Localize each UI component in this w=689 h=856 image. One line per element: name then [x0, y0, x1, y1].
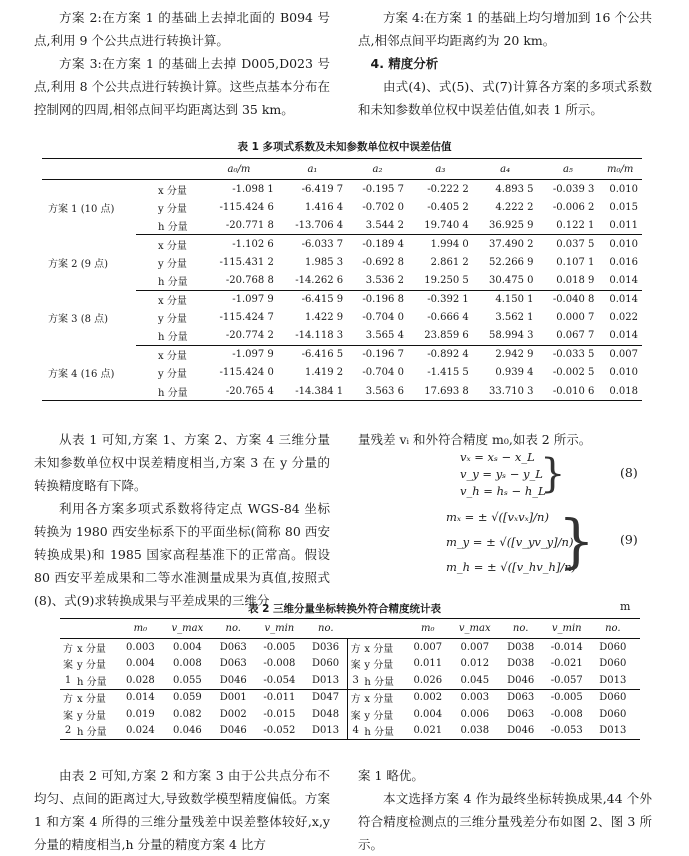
table-cell: 0.008 [173, 658, 202, 670]
table-cell: D063 [219, 641, 247, 653]
table-cell: -0.196 7 [362, 349, 404, 361]
table-cell: -0.015 [263, 708, 296, 720]
table-row [60, 672, 640, 689]
table-cell: 0.028 [118, 672, 163, 689]
table-cell: 0.016 [609, 256, 638, 268]
bottom-left-column [34, 764, 330, 856]
table-cell: -0.008 [550, 708, 583, 720]
table-cell: y 分量 [158, 258, 187, 270]
table-cell: -20.774 2 [200, 327, 278, 346]
table2-scheme-char: 4 [347, 723, 363, 740]
table1-header-cell: m₀/m [598, 159, 642, 180]
table-cell: -0.052 [263, 725, 296, 737]
table1 [42, 158, 642, 401]
table-cell: x 分量 [364, 643, 394, 655]
table-cell: x 分量 [77, 694, 106, 706]
table-cell: D046 [219, 725, 247, 737]
table-cell: -1.097 9 [232, 294, 274, 306]
table1-header-cell [42, 159, 136, 180]
table-cell: 3.536 2 [347, 271, 408, 290]
table-cell: -0.053 [550, 725, 583, 737]
table-cell: -6.033 7 [301, 238, 344, 250]
table2-header-cell: no. [212, 619, 255, 639]
paragraph-scheme-3: 方案 3:在方案 1 的基础上去掉 D005,D023 号点,利用 8 个公共点进行转换计算。这些点基本分布在控制网的四周,相邻点间平均距离达到 35 km。 [34, 56, 330, 117]
table-cell: 17.693 8 [424, 385, 469, 397]
table-cell: D060 [599, 658, 627, 670]
table-cell: -0.014 [550, 641, 583, 653]
equation-9-number: (9) [620, 532, 638, 547]
table-cell: D048 [311, 708, 340, 720]
paragraph-table2-analysis: 由表 2 可知,方案 2 和方案 3 由于公共点分布不均匀、点间的距离过大,导致数学模型精度偏低。方案 1 和方案 4 所得的三维分量残差中误差整体较好,x,y 分量的精度相当,h 分量的精度方案 4 比方 [34, 768, 330, 852]
table-cell: -0.196 8 [362, 294, 404, 306]
table-cell: -14.384 1 [295, 385, 344, 397]
table-row [42, 180, 642, 199]
table-cell: -115.424 7 [219, 312, 274, 324]
table1-header-cell: a₄ [473, 159, 538, 180]
table-cell: D001 [219, 692, 247, 704]
table-cell: -0.054 [255, 672, 305, 689]
table1-header-cell: a₅ [538, 159, 599, 180]
table-cell: 1.416 4 [304, 201, 344, 213]
table-cell: 1.994 0 [430, 238, 469, 250]
table-cell: -0.006 2 [552, 201, 595, 213]
table-cell: -1.098 1 [232, 183, 274, 195]
table-cell: -0.005 [263, 641, 296, 653]
table-cell: 4.893 5 [495, 183, 534, 195]
table-cell: 0.003 [126, 641, 155, 653]
equation-8-number: (8) [620, 465, 638, 480]
section-heading-precision: 4. 精度分析 [370, 56, 439, 71]
table-cell: 0.067 7 [538, 327, 599, 346]
table-cell: D046 [507, 725, 535, 737]
table-cell: 0.004 [413, 708, 443, 720]
equation-8-line: v_h = hₛ − h_L [460, 484, 546, 498]
table-cell: y 分量 [158, 203, 187, 215]
table-cell: 0.003 [460, 692, 490, 704]
table-cell: h 分量 [77, 727, 107, 739]
table-cell: 0.010 [609, 183, 638, 195]
table1-header-row [42, 159, 642, 180]
table-cell: -0.008 [263, 658, 296, 670]
table-cell: h 分量 [363, 672, 405, 689]
table-cell: -6.416 5 [301, 349, 344, 361]
table-cell [637, 706, 640, 723]
table-cell: -0.195 7 [362, 183, 404, 195]
table-cell: -0.040 8 [552, 294, 595, 306]
table2-header-cell [637, 619, 640, 639]
table-cell: 0.059 [173, 692, 202, 704]
table-cell: 0.002 [413, 692, 443, 704]
table-cell: -0.005 [550, 692, 583, 704]
table-cell: D013 [304, 672, 347, 689]
table-cell: -0.392 1 [427, 294, 469, 306]
table-cell: -0.222 2 [427, 183, 469, 195]
equation-9-line: mₓ = ± √([vₓvₓ]/n) [446, 510, 549, 524]
table2-header-cell [363, 619, 405, 639]
table-cell: 0.037 5 [556, 238, 595, 250]
table1-header-cell: a₃ [408, 159, 473, 180]
table2-header-cell: no. [499, 619, 542, 639]
table-cell: D047 [311, 692, 340, 704]
table-cell: -0.021 [550, 658, 583, 670]
table-cell: 4.150 1 [495, 294, 534, 306]
table-row [60, 706, 640, 723]
table-cell: 0.046 [173, 725, 202, 737]
table-cell: 0.004 [173, 641, 202, 653]
table-cell: h 分量 [76, 672, 118, 689]
table-cell: y 分量 [364, 710, 394, 722]
table-cell: -20.771 8 [200, 216, 278, 235]
table2-scheme-char: 1 [60, 672, 76, 689]
table-row [60, 639, 640, 656]
table-cell: 0.007 [413, 641, 443, 653]
table-cell: -115.431 2 [219, 256, 274, 268]
table-cell: 0.939 4 [495, 367, 534, 379]
table-cell: 0.014 [598, 327, 642, 346]
table-cell: -20.768 8 [200, 271, 278, 290]
table-cell: -1.415 5 [427, 367, 469, 379]
table-cell: -0.692 8 [362, 256, 404, 268]
equation-9-line: m_y = ± √([v_yv_y]/n) [446, 535, 574, 549]
top-left-column [34, 6, 330, 121]
table-cell: x 分量 [158, 185, 187, 197]
table-cell: -115.424 0 [219, 367, 274, 379]
table-cell: 0.026 [405, 672, 450, 689]
table2-scheme-char: 方 [63, 694, 73, 706]
table-cell: 19.250 5 [408, 271, 473, 290]
table2-header-cell [60, 619, 76, 639]
table2-scheme-char: 3 [347, 672, 363, 689]
table-cell: 2.861 2 [430, 256, 469, 268]
paragraph-residual-intro: 量残差 vᵢ 和外符合精度 m₀,如表 2 所示。 [358, 432, 592, 447]
table-cell: h 分量 [136, 216, 200, 235]
table-cell: h 分量 [136, 271, 200, 290]
paragraph-conversion-method: 利用各方案多项式系数将待定点 WGS-84 坐标转换为 1980 西安坐标系下的平面坐标(简称 80 西安转换成果)和 1985 国家高程基准下的正常高。假设 80 西安平差成果和二等水准测量成果为真值,按照式(8)、式(9)求转换成果与平差成果的三维分 [34, 501, 330, 608]
table-cell: y 分量 [77, 660, 106, 672]
table-cell [637, 672, 640, 689]
table1-header-cell: a₁ [278, 159, 347, 180]
mid-left-column [34, 428, 330, 612]
paragraph-scheme-4: 方案 4:在方案 1 的基础上均匀增加到 16 个公共点,相邻点间平均距离约为 20 km。 [358, 10, 652, 48]
table2-scheme-char: 案 [347, 706, 363, 723]
table-cell: -1.102 6 [232, 238, 274, 250]
table-row [42, 345, 642, 364]
table-cell: 23.859 6 [408, 327, 473, 346]
table-cell: D046 [499, 672, 542, 689]
table-cell [637, 689, 640, 706]
top-right-column [358, 6, 652, 121]
table-cell: -6.419 7 [301, 183, 344, 195]
table-cell: 3.562 1 [495, 312, 534, 324]
table-cell: -0.405 2 [427, 201, 469, 213]
equation-9-line: m_h = ± √([v_hv_h]/n) [446, 560, 577, 574]
table2-unit: m [620, 600, 631, 613]
table1-group-label: 方案 4 (16 点) [48, 369, 115, 381]
table-cell: D063 [507, 692, 535, 704]
table-cell: 3.563 6 [365, 385, 404, 397]
paragraph-scheme-2: 方案 2:在方案 1 的基础上去掉北面的 B094 号点,利用 9 个公共点进行转换计算。 [34, 10, 330, 48]
table-cell: 0.021 [413, 725, 443, 737]
table-cell: D060 [311, 658, 340, 670]
table-cell: -115.424 6 [219, 201, 274, 213]
table-cell: 0.010 [609, 238, 638, 250]
table2-scheme-char: 方 [347, 639, 363, 656]
table-cell: D060 [599, 708, 627, 720]
table-cell: 0.038 [460, 725, 490, 737]
table-cell: D063 [507, 708, 535, 720]
table-cell: D013 [592, 672, 635, 689]
equation-9-brace: } [558, 507, 595, 575]
table2-header-cell: v_min [542, 619, 592, 639]
table-cell: D060 [599, 641, 627, 653]
table-cell: 0.010 [609, 367, 638, 379]
mid-right-column [358, 428, 652, 451]
table-cell: h 分量 [364, 727, 395, 739]
paragraph-table1-analysis: 从表 1 可知,方案 1、方案 2、方案 4 三维分量未知参数单位权中误差精度相当,方案 3 在 y 分量的转换精度略有下降。 [34, 432, 330, 493]
table-cell: h 分量 [136, 327, 200, 346]
table-cell: 37.490 2 [489, 238, 534, 250]
table-cell: 3.565 4 [347, 327, 408, 346]
table-cell: 3.544 2 [347, 216, 408, 235]
bottom-right-column [358, 764, 652, 856]
table-cell: -0.666 4 [427, 312, 469, 324]
table2-scheme-char: 案 [63, 660, 73, 672]
table2-scheme-char: 案 [63, 710, 73, 722]
table-cell: 4.222 2 [495, 201, 534, 213]
table2-scheme-char: 2 [64, 725, 72, 737]
table-cell: 1.985 3 [304, 256, 344, 268]
table-cell: 36.925 9 [473, 216, 538, 235]
table2-scheme-char: 方 [347, 689, 363, 706]
table2 [60, 618, 640, 740]
table-cell: -13.706 4 [278, 216, 347, 235]
paragraph-final-choice: 本文选择方案 4 作为最终坐标转换成果,44 个外符合精度检测点的三维分量残差分布如图 2、图 3 所示。 [358, 791, 652, 852]
table2-caption: 表 2 三维分量坐标转换外符合精度统计表 [247, 603, 442, 615]
table-cell: 1.419 2 [304, 367, 344, 379]
table-cell: y 分量 [364, 660, 394, 672]
table-cell: 0.014 [126, 692, 155, 704]
equation-8-line: v_y = yₛ − y_L [460, 467, 543, 481]
table1-group-label: 方案 2 (9 点) [48, 258, 109, 270]
table-cell: D013 [599, 725, 627, 737]
table-cell: -0.033 5 [552, 349, 595, 361]
table-cell: -20.765 4 [225, 385, 274, 397]
table-cell: D002 [219, 708, 247, 720]
table-cell: 33.710 3 [489, 385, 534, 397]
table2-header-cell: m₀ [405, 619, 450, 639]
table-cell: 0.015 [609, 201, 638, 213]
table-cell: -6.415 9 [301, 294, 344, 306]
table2-header-cell: v_min [255, 619, 305, 639]
table-cell: -0.189 4 [362, 238, 404, 250]
table-cell: D038 [507, 658, 535, 670]
paragraph-precision-intro: 由式(4)、式(5)、式(7)计算各方案的多项式系数和未知参数单位权中误差估值,如表 1 所示。 [358, 79, 652, 117]
table-cell: 0.082 [173, 708, 202, 720]
table-row [60, 689, 640, 706]
table-cell: y 分量 [158, 369, 187, 381]
table-cell: x 分量 [158, 351, 187, 363]
table-cell: 58.994 3 [473, 327, 538, 346]
table-cell: 0.107 1 [556, 256, 595, 268]
table2-header-cell [76, 619, 118, 639]
table-cell: 2.942 9 [495, 349, 534, 361]
table-cell: 0.006 [460, 708, 490, 720]
paragraph-continuation: 案 1 略优。 [358, 768, 424, 783]
table-cell: -1.097 9 [232, 349, 274, 361]
table1-group-label: 方案 3 (8 点) [48, 314, 109, 326]
table-cell: x 分量 [158, 240, 187, 252]
table-cell: 0.007 [609, 349, 638, 361]
table-cell: 0.011 [413, 658, 443, 670]
table-cell: -0.702 0 [362, 201, 404, 213]
table-cell: 0.011 [598, 216, 642, 235]
table2-header-cell: no. [304, 619, 347, 639]
table-cell: 0.007 [460, 641, 490, 653]
table-cell: D046 [212, 672, 255, 689]
table1-header-cell: a₀/m [200, 159, 278, 180]
table-cell [637, 656, 640, 673]
table-cell: 0.014 [609, 294, 638, 306]
table-cell: 0.019 [126, 708, 155, 720]
table-cell: 0.014 [598, 271, 642, 290]
table2-header-row [60, 619, 640, 639]
table-cell: -0.892 4 [427, 349, 469, 361]
table-cell: 0.004 [126, 658, 155, 670]
table-cell: 1.422 9 [304, 312, 344, 324]
equation-8-brace: } [540, 451, 566, 497]
table2-header-cell [347, 619, 363, 639]
table-cell: -0.039 3 [552, 183, 595, 195]
table-cell: 0.022 [609, 312, 638, 324]
table1-caption: 表 1 多项式系数及未知参数单位权中误差估值 [237, 141, 452, 153]
table-cell: -14.118 3 [278, 327, 347, 346]
table-cell: x 分量 [77, 643, 106, 655]
table-row [42, 290, 642, 309]
table-row [42, 235, 642, 254]
table-cell: -0.011 [263, 692, 296, 704]
table2-header-cell: v_max [450, 619, 499, 639]
table-row [60, 723, 640, 740]
table-cell: D060 [599, 692, 627, 704]
table1-header-cell [136, 159, 200, 180]
table-cell [637, 723, 640, 740]
table-cell: y 分量 [158, 314, 187, 326]
table-cell: D063 [219, 658, 247, 670]
table-cell: D036 [311, 641, 340, 653]
table-row [60, 656, 640, 673]
table-cell: -0.010 6 [552, 385, 595, 397]
table-cell: 0.024 [126, 725, 155, 737]
table-cell: x 分量 [364, 694, 394, 706]
table-cell: -0.704 0 [362, 312, 404, 324]
table-cell: -0.057 [542, 672, 592, 689]
table-cell: h 分量 [158, 387, 188, 399]
table-cell: 0.122 1 [538, 216, 599, 235]
table1-group-label: 方案 1 (10 点) [48, 203, 115, 215]
table-cell [637, 639, 640, 656]
table1-header-cell: a₂ [347, 159, 408, 180]
table-cell: D038 [507, 641, 535, 653]
table-cell: x 分量 [158, 296, 187, 308]
table2-scheme-char: 案 [347, 656, 363, 673]
equation-8-line: vₓ = xₛ − x_L [460, 450, 535, 464]
table2-scheme-char: 方 [63, 643, 73, 655]
table-cell: 52.266 9 [489, 256, 534, 268]
table-cell: -0.704 0 [362, 367, 404, 379]
table-cell: 0.055 [163, 672, 212, 689]
table-cell: 0.018 9 [538, 271, 599, 290]
table-cell: 0.000 7 [556, 312, 595, 324]
table-cell: 30.475 0 [473, 271, 538, 290]
table2-header-cell: v_max [163, 619, 212, 639]
table-cell: -14.262 6 [278, 271, 347, 290]
table-cell: 0.045 [450, 672, 499, 689]
table-cell: y 分量 [77, 710, 106, 722]
table-cell: D013 [311, 725, 340, 737]
table2-header-cell: no. [592, 619, 635, 639]
table-cell: 0.018 [609, 385, 638, 397]
table-cell: -0.002 5 [552, 367, 595, 379]
table-cell: 0.012 [460, 658, 490, 670]
table-cell: 19.740 4 [408, 216, 473, 235]
table2-header-cell: m₀ [118, 619, 163, 639]
